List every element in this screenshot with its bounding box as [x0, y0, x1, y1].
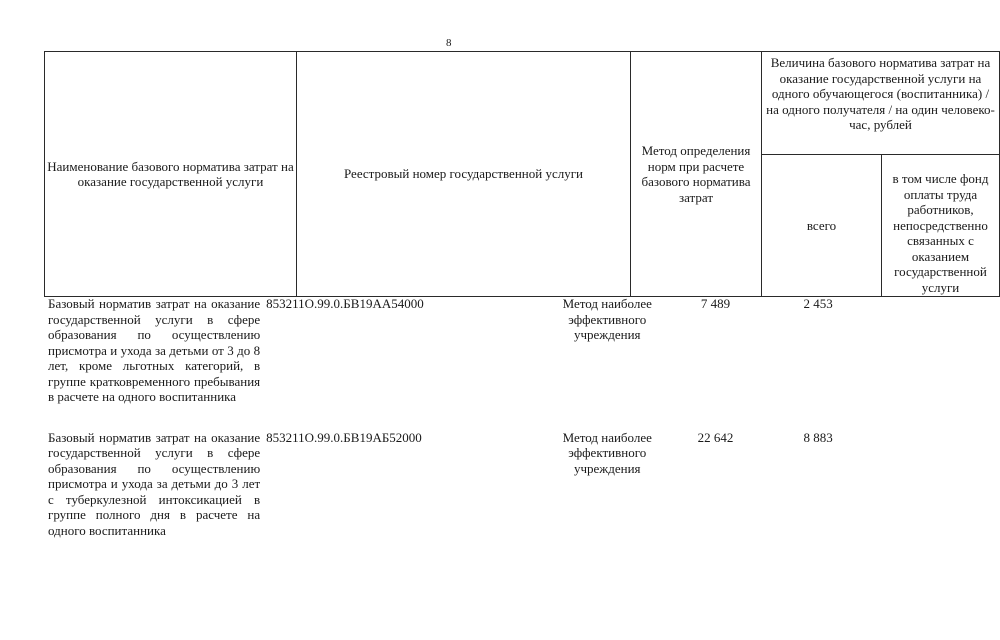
table-row — [44, 296, 869, 405]
row-total-cell: 22 642 — [697, 429, 734, 445]
header-method: Метод определения норм при расчете базового норматива затрат — [631, 52, 762, 297]
row-name-cell: Базовый норматив затрат на оказание государственной услуги в сфере образования по осуществлению присмотра и ухода за детьми от 3 до 8 лет, кроме льготных категорий, в группе кратковременного пребывания в расчете на одного воспитанника — [48, 296, 261, 404]
header-name: Наименование базового норматива затрат на оказание государственной услуги — [45, 52, 297, 297]
table-row — [44, 430, 869, 539]
table-body — [44, 296, 869, 538]
header-including-wages: в том числе фонд оплаты труда работников, непосредственно связанных с оказанием государственной услуги — [882, 155, 1000, 297]
row-including-wages-cell: 8 883 — [803, 429, 833, 445]
row-registry-number-cell: 853211О.99.0.БВ19АА54000 — [266, 296, 424, 311]
row-registry-number-cell: 853211О.99.0.БВ19АБ52000 — [266, 429, 422, 445]
row-method-cell: Метод наиболее эффективного учреждения — [562, 296, 652, 342]
table-header — [44, 51, 1000, 297]
header-value-group: Величина базового норматива затрат на оказание государственной услуги на одного обучающегося (воспитанника) / на одного получателя / на один человеко-час, рублей — [762, 52, 1000, 155]
row-including-wages-cell: 2 453 — [803, 296, 833, 311]
row-total-cell: 7 489 — [700, 296, 731, 311]
row-method-cell: Метод наиболее эффективного учреждения — [562, 429, 652, 476]
header-registry-number: Реестровый номер государственной услуги — [297, 52, 631, 297]
row-name-cell: Базовый норматив затрат на оказание государственной услуги в сфере образования по осуществлению присмотра и ухода за детьми до 3 лет с туберкулезной интоксикацией в группе полного дня в расчете на одного воспитанника — [48, 429, 261, 538]
header-total: всего — [762, 155, 882, 297]
page-number: 8 — [446, 37, 452, 49]
